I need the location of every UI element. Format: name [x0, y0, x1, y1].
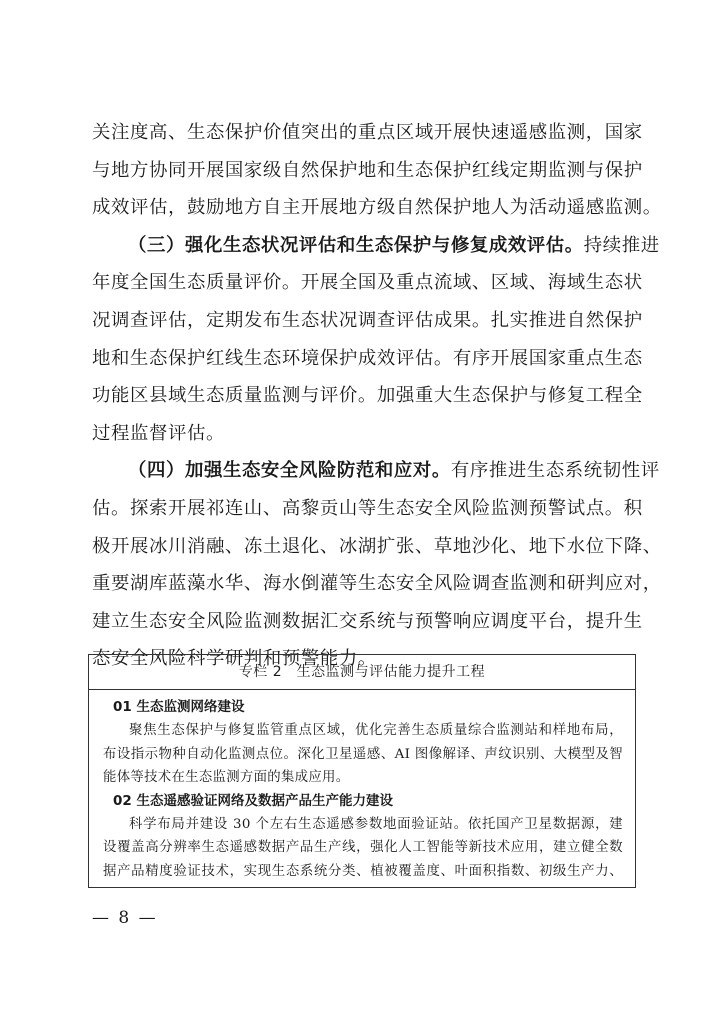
p2-line-1: [92, 227, 660, 265]
box-section-1-line-1: 聚焦生态保护与修复监管重点区域，优化完善生态质量综合监测站和样地布局，: [129, 723, 623, 738]
box-section-1-line-3: 能体等技术在生态监测方面的集成应用。: [103, 770, 350, 785]
p3-line-3: 极开展冰川消融、冻土退化、冰湖扩张、草地沙化、地下水位下降、: [92, 535, 662, 557]
p2-line-4: 地和生态保护红线生态环境保护成效评估。有序开展国家重点生态: [92, 347, 643, 369]
p1-line-1: 关注度高、生态保护价值突出的重点区域开展快速遥感监测，国家: [92, 122, 643, 143]
box-section-2-line-1: 科学布局并建设 30 个左右生态遥感参数地面验证站。依托国产卫星数据源，建: [129, 816, 623, 832]
column-box: [88, 654, 636, 888]
p2-line-3: 况调查评估，定期发布生态状况调查评估成果。扎实推进自然保护: [92, 309, 643, 331]
box-title: 专栏 2 生态监测与评估能力提升工程: [89, 655, 635, 690]
p3-line-6: 态安全风险科学研判和预警能力。: [92, 648, 377, 670]
box-section-1-line-2: 布设指示物种自动化监测点位。深化卫星遥感、AI 图像解译、声纹识别、大模型及智: [103, 746, 623, 762]
box-section-2-line-2: 设覆盖高分辨率生态遥感数据产品生产线，强化人工智能等新技术应用，建立健全数: [103, 840, 623, 855]
p2-line-6: 过程监督评估。: [92, 422, 225, 444]
p2-heading: （三）强化生态状况评估和生态保护与修复成效评估。: [128, 234, 584, 256]
body-text: [92, 114, 662, 678]
p3-line-1: [92, 452, 660, 490]
box-section-1-heading: 01 生态监测网络建设: [113, 699, 245, 715]
page-number: — 8 —: [92, 908, 158, 928]
p3-line-4: 重要湖库蓝藻水华、海水倒灌等生态安全风险调查监测和研判应对，: [92, 573, 662, 595]
box-content: [89, 690, 635, 883]
p1-line-2: 与地方协同开展国家级自然保护地和生态保护红线定期监测与保护: [92, 159, 643, 181]
p2-line-5: 功能区县域生态质量监测与评价。加强重大生态保护与修复工程全: [92, 385, 643, 407]
p1-line-3: 成效评估，鼓励地方自主开展地方级自然保护地人为活动遥感监测。: [92, 197, 662, 219]
p3-line-2: 估。探索开展祁连山、高黎贡山等生态安全风险监测预警试点。积: [92, 497, 643, 519]
p2-line-2: 年度全国生态质量评价。开展全国及重点流域、区域、海域生态状: [92, 272, 643, 294]
p2-first-rest: 持续推进: [583, 234, 660, 256]
box-section-2-heading: 02 生态遥感验证网络及数据产品生产能力建设: [113, 792, 393, 809]
box-section-2-line-3: 据产品精度验证技术，实现生态系统分类、植被覆盖度、叶面积指数、初级生产力、: [103, 863, 623, 879]
p3-line-5: 建立生态安全风险监测数据汇交系统与预警响应调度平台，提升生: [92, 610, 643, 632]
p3-heading: （四）加强生态安全风险防范和应对。: [128, 460, 451, 482]
p3-first-rest: 有序推进生态系统韧性评: [450, 460, 660, 482]
